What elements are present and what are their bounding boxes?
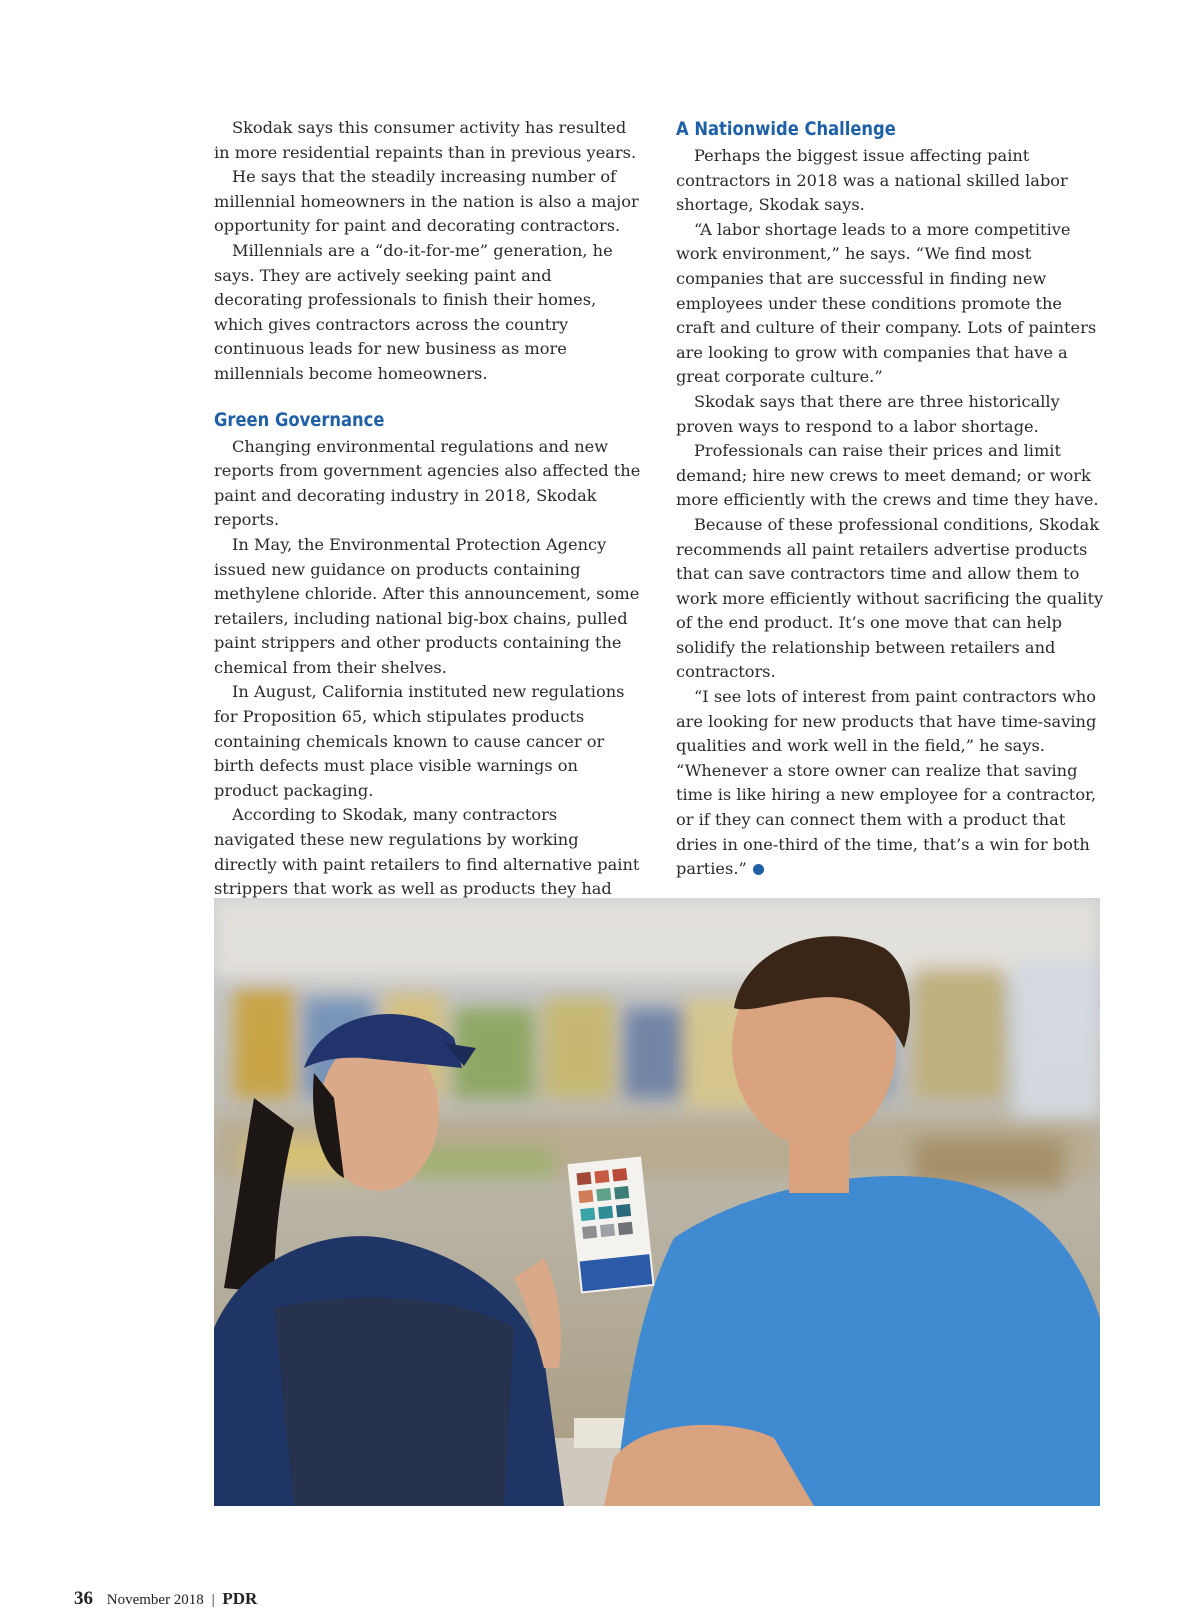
footer-separator: | — [211, 1592, 215, 1608]
publication-name: PDR — [222, 1589, 258, 1608]
paragraph: Perhaps the biggest issue affecting paint contractors in 2018 was a national skilled labor shortage, Skodak says. — [676, 146, 1068, 215]
issue-date: November 2018 — [106, 1592, 204, 1608]
store-photo-illustration — [214, 898, 1100, 1506]
paragraph-final-text: “I see lots of interest from paint contractors who are looking for new products that have time-saving qualities and work well in the field,” he says. “Whenever a store owner can realize that saving time is like hiring a new employee for a contractor, or if they can connect them with a product that dries in one-third of the time, that’s a win for both parties.” — [676, 687, 1097, 879]
paragraph: Because of these professional conditions, Skodak recommends all paint retailers advertise products that can save contractors time and allow them to work more efficiently without sacrificing the quality of the end product. It’s one move that can help solidify the relationship between retailers and contractors. — [676, 514, 1104, 682]
paragraph: Millennials are a “do-it-for-me” generation, he says. They are actively seeking paint and decorating professionals to finish their homes, which gives contractors across the country continuous leads for new business as more millennials become homeowners. — [214, 240, 613, 383]
paragraph-final — [676, 685, 1104, 882]
page-footer — [74, 1588, 257, 1610]
paint-swatch-card — [567, 1156, 654, 1293]
paragraph: Skodak says that there are three historically proven ways to respond to a labor shortage. — [676, 391, 1060, 436]
paragraph: “A labor shortage leads to a more competitive work environment,” he says. “We find most companies that are successful in finding new employees under these conditions promote the craft and culture of their company. Lots of painters are looking to grow with companies that have a great corporate culture.” — [676, 219, 1097, 387]
store-photo — [214, 898, 1100, 1506]
end-mark-dot-icon — [753, 864, 764, 875]
left-column — [214, 116, 642, 926]
page-number: 36 — [74, 1588, 93, 1609]
section-heading-green-governance: Green Governance — [214, 408, 385, 431]
right-column — [676, 116, 1104, 882]
paragraph: He says that the steadily increasing number of millennial homeowners in the nation is also a major opportunity for paint and decorating contractors. — [214, 167, 639, 236]
paragraph: In May, the Environmental Protection Agency issued new guidance on products containing methylene chloride. After this announcement, some retailers, including national big-box chains, pulled paint strippers and other products containing the chemical from their shelves. — [214, 534, 640, 677]
paragraph: According to Skodak, many contractors navigated these new regulations by working directly with paint retailers to find alternative paint strippers that work as well as products they had — [214, 805, 640, 899]
section-heading-nationwide-challenge: A Nationwide Challenge — [676, 118, 896, 140]
paragraph: Skodak says this consumer activity has resulted in more residential repaints than in previous years. — [214, 118, 637, 162]
paragraph: Professionals can raise their prices and limit demand; hire new crews to meet demand; or work more efficiently with the crews and time they have. — [676, 441, 1099, 510]
paragraph: In August, California instituted new regulations for Proposition 65, which stipulates products containing chemicals known to cause cancer or birth defects must place visible warnings on product packaging. — [214, 682, 625, 800]
paragraph: Changing environmental regulations and new reports from government agencies also affected the paint and decorating industry in 2018, Skodak reports. — [214, 436, 641, 530]
